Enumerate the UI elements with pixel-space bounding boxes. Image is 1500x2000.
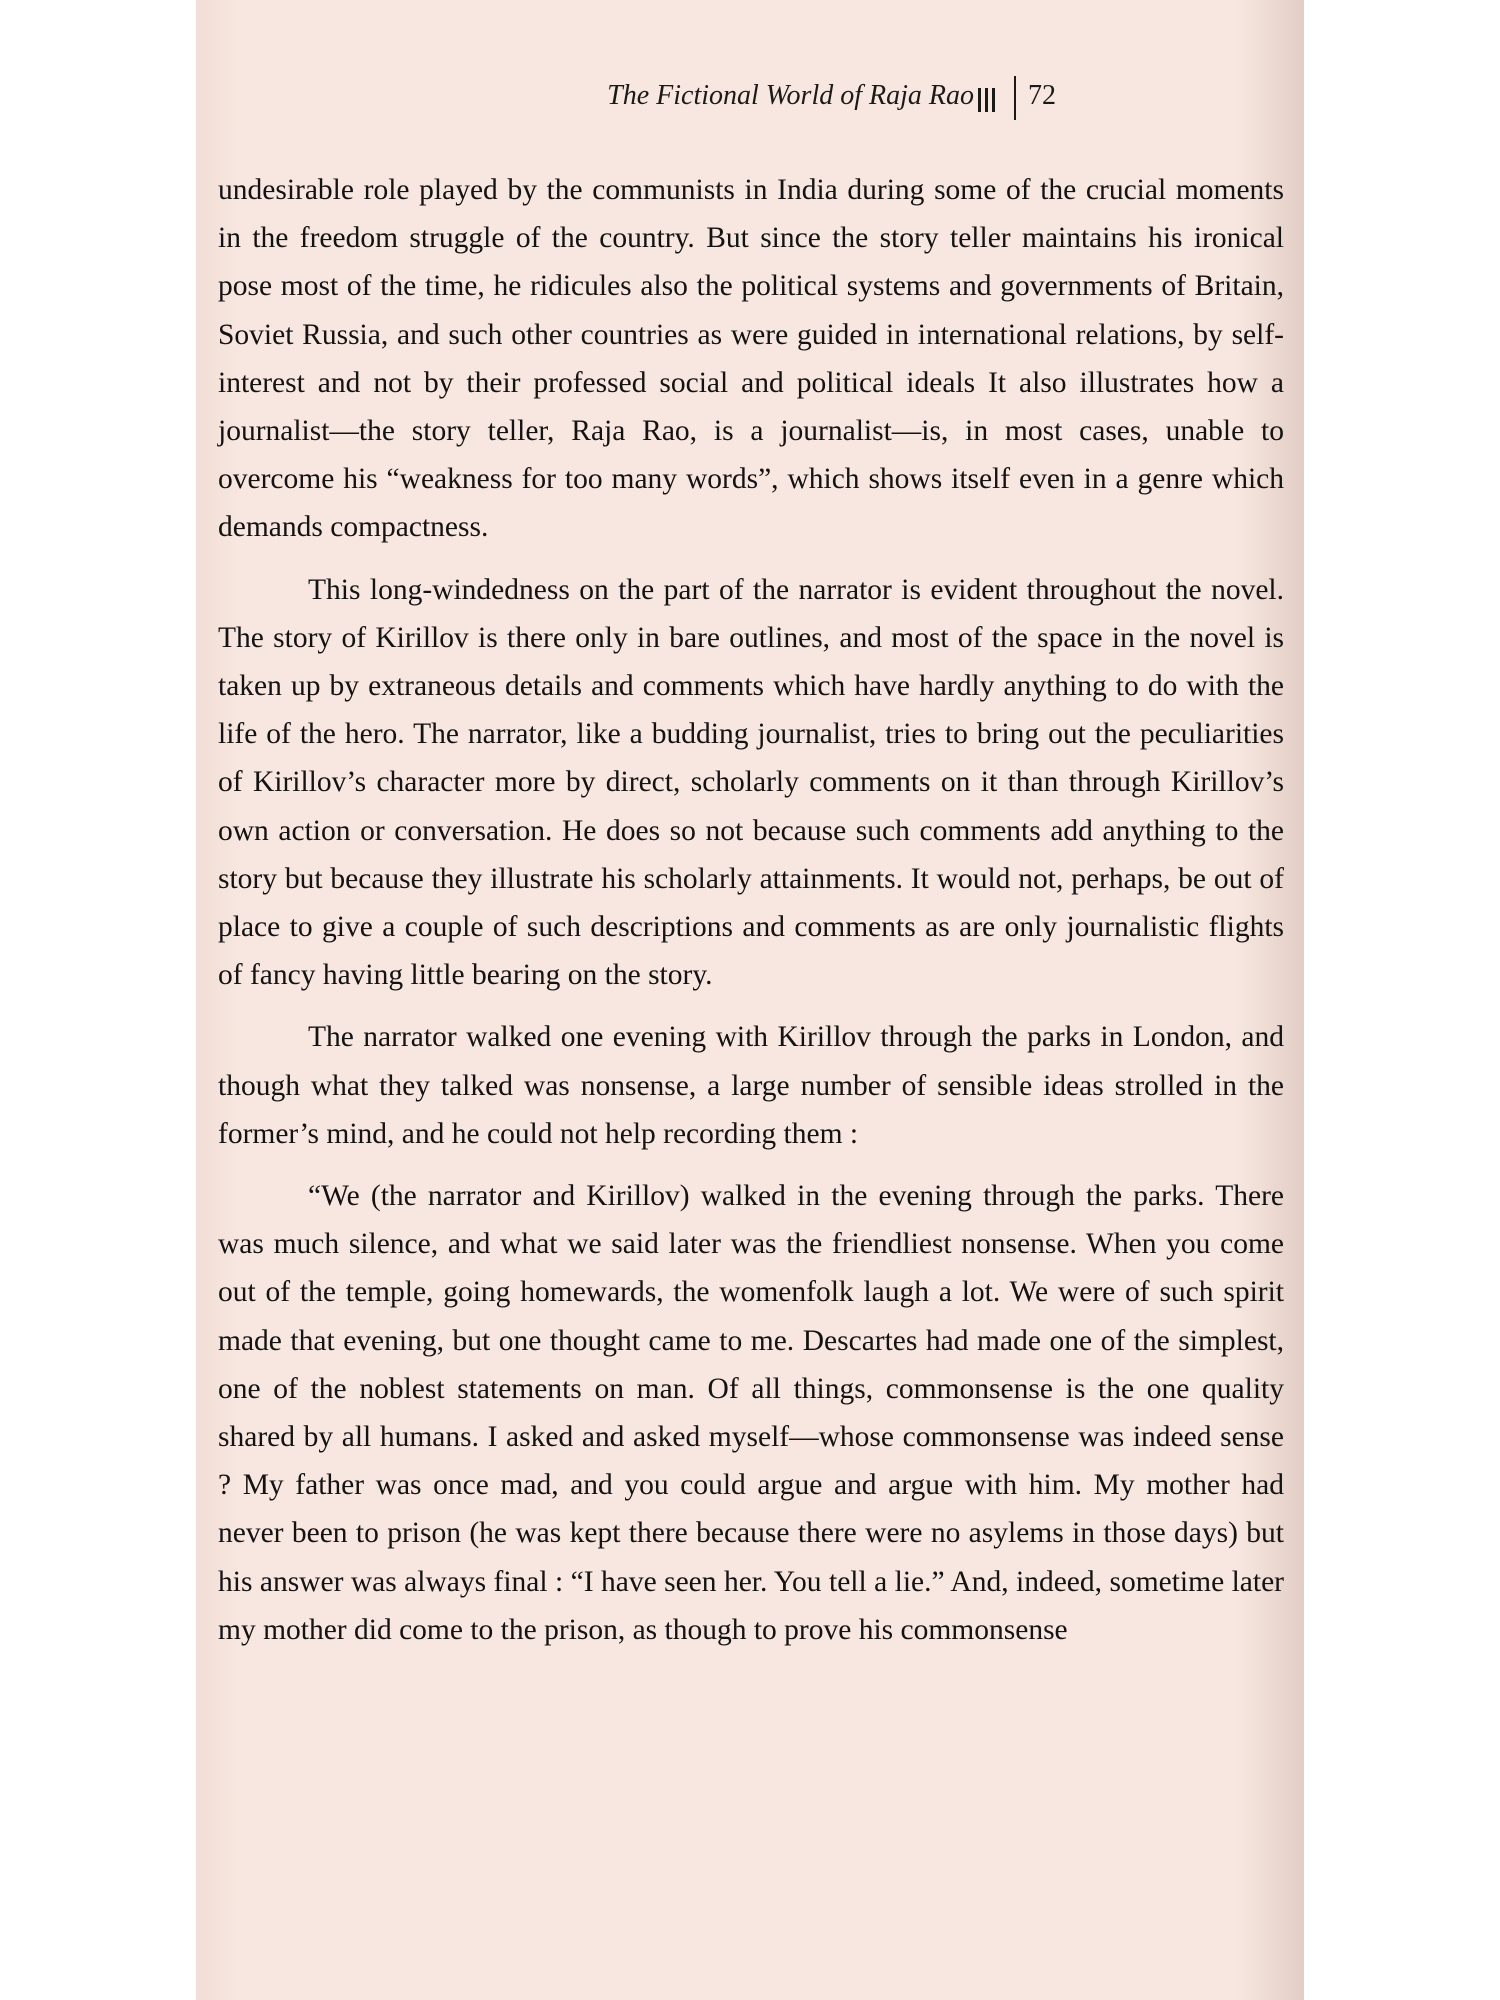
header-bars-ornament xyxy=(976,82,1006,112)
paragraph-2: This long-windedness on the part of the narrator is evident throughout the novel. The story of Kirillov is there only in bare outlines, and most of the space in the novel is taken up by extraneous details and comments which have hardly anything to do with the life of the hero. The narrator, like a budding journalist, tries to bring out the peculiarities of Kirillov’s character more by direct, scholarly comments on it than through Kirillov’s own action or conversation. He does so not because such comments add anything to the story but because they illustrate his scholarly attainments. It would not, perhaps, be out of place to give a couple of such descriptions and comments as are only journalistic flights of fancy having little bearing on the story. xyxy=(218,573,1284,992)
paragraph-1: undesirable role played by the communists in India during some of the crucial moments in the freedom struggle of the country. But since the story teller maintains his ironical pose most of the time, he ridicules also the political systems and governments of Britain, Soviet Russia, and such other countries as were guided in international relations, by self-interest and not by their professed social and political ideals It also illustrates how a journalist—the story teller, Raja Rao, is a journalist—is, in most cases, unable to overcome his “weakness for too many words”, which shows itself even in a genre which demands compactness. xyxy=(218,174,1284,544)
running-header xyxy=(196,76,1304,120)
paragraph-3: The narrator walked one evening with Kirillov through the parks in London, and though what they talked was nonsense, a large number of sensible ideas strolled in the former’s mind, and he could not help recording them : xyxy=(218,1021,1284,1150)
header-divider xyxy=(1014,76,1016,120)
page-number: 72 xyxy=(1028,80,1056,111)
body-text xyxy=(218,166,1284,1654)
book-page xyxy=(196,0,1304,2000)
paragraph-4-quotation: “We (the narrator and Kirillov) walked in the evening through the parks. There was much silence, and what we said later was the friendliest nonsense. When you come out of the temple, going homewards, the womenfolk laugh a lot. We were of such spirit made that evening, but one thought came to me. Descartes had made one of the simplest, one of the noblest statements on man. Of all things, commonsense is the one quality shared by all humans. I asked and asked myself—whose commonsense was indeed sense ? My father was once mad, and you could argue and argue with him. My mother had never been to prison (he was kept there because there were no asylems in those days) but his answer was always final : “I have seen her. You tell a lie.” And, indeed, sometime later my mother did come to the prison, as though to prove his commonsense xyxy=(218,1180,1284,1646)
running-title: The Fictional World of Raja Rao xyxy=(607,80,974,111)
